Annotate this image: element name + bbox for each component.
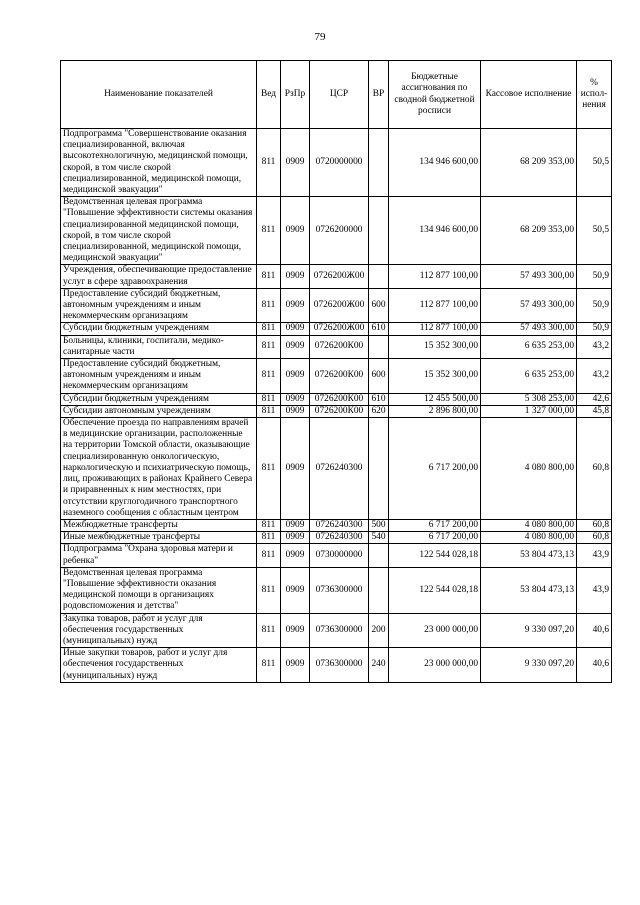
cell-csr: 0736300000 [310,613,369,648]
cell-ved: 811 [257,265,281,288]
cell-budget: 6 717 200,00 [389,532,481,544]
cell-name: Подпрограмма "Совершенствование оказания специализированной, включая высокотехнологичную, медицинской помощи, скорой, в том числе скорой специализированной, медицинской помощи, медицинской эвакуации" [61,129,257,197]
cell-vr: 500 [369,519,389,531]
cell-rzpr: 0909 [281,323,310,335]
cell-budget: 12 455 500,00 [389,393,481,405]
cell-percent: 50,9 [577,288,612,323]
cell-rzpr: 0909 [281,613,310,648]
cell-percent: 60,8 [577,418,612,520]
cell-csr: 0726240300 [310,418,369,520]
table-row [61,197,612,265]
cell-budget: 122 544 028,18 [389,544,481,567]
cell-name: Иные межбюджетные трансферты [61,532,257,544]
cell-cash: 6 635 253,00 [481,359,577,394]
table-row [61,532,612,544]
cell-budget: 134 946 600,00 [389,129,481,197]
cell-vr: 200 [369,613,389,648]
cell-rzpr: 0909 [281,393,310,405]
cell-rzpr: 0909 [281,532,310,544]
cell-name: Субсидии автономным учреждениям [61,405,257,417]
cell-ved: 811 [257,393,281,405]
cell-ved: 811 [257,405,281,417]
cell-cash: 9 330 097,20 [481,648,577,683]
cell-rzpr: 0909 [281,129,310,197]
cell-csr: 0726200К00 [310,359,369,394]
cell-csr: 0726240300 [310,532,369,544]
cell-vr: 610 [369,323,389,335]
cell-name: Иные закупки товаров, работ и услуг для обеспечения государственных (муниципальных) нужд [61,648,257,683]
cell-name: Ведомственная целевая программа "Повышение эффективности системы оказания специализированной медицинской помощи, скорой, в том числе скорой специализированной, медицинской помощи, медицинской эвакуации" [61,197,257,265]
cell-cash: 5 308 253,00 [481,393,577,405]
cell-vr: 240 [369,648,389,683]
cell-vr [369,567,389,613]
cell-vr: 620 [369,405,389,417]
header-budget: Бюджетные ассигнования по сводной бюджетной росписи [389,61,481,129]
cell-budget: 23 000 000,00 [389,648,481,683]
cell-cash: 9 330 097,20 [481,613,577,648]
cell-vr [369,265,389,288]
cell-rzpr: 0909 [281,567,310,613]
table-row [61,129,612,197]
cell-vr [369,544,389,567]
header-csr: ЦСР [310,61,369,129]
table-row [61,648,612,683]
cell-budget: 15 352 300,00 [389,359,481,394]
table-row [61,418,612,520]
cell-percent: 45,8 [577,405,612,417]
cell-rzpr: 0909 [281,288,310,323]
cell-percent: 40,6 [577,648,612,683]
cell-csr: 0730000000 [310,544,369,567]
header-name: Наименование показателей [61,61,257,129]
cell-ved: 811 [257,197,281,265]
cell-cash: 53 804 473,13 [481,567,577,613]
cell-percent: 43,2 [577,359,612,394]
cell-cash: 68 209 353,00 [481,129,577,197]
cell-ved: 811 [257,532,281,544]
cell-csr: 0726200Ж00 [310,288,369,323]
cell-ved: 811 [257,129,281,197]
cell-rzpr: 0909 [281,405,310,417]
header-ved: Вед [257,61,281,129]
cell-budget: 23 000 000,00 [389,613,481,648]
cell-rzpr: 0909 [281,359,310,394]
page-number: 79 [314,31,326,43]
cell-cash: 4 080 800,00 [481,519,577,531]
cell-name: Учреждения, обеспечивающие предоставление услуг в сфере здравоохранения [61,265,257,288]
budget-execution-table [60,60,612,683]
cell-percent: 50,9 [577,323,612,335]
cell-vr [369,335,389,358]
cell-name: Ведомственная целевая программа "Повышение эффективности оказания медицинской помощи в организациях родовспоможения и детства" [61,567,257,613]
cell-csr: 0736300000 [310,648,369,683]
cell-cash: 53 804 473,13 [481,544,577,567]
cell-ved: 811 [257,613,281,648]
table-row [61,359,612,394]
cell-vr [369,418,389,520]
cell-percent: 43,9 [577,567,612,613]
cell-csr: 0726200Ж00 [310,323,369,335]
cell-budget: 2 896 800,00 [389,405,481,417]
cell-name: Предоставление субсидий бюджетным, автономным учреждениям и иным некоммерческим организациям [61,359,257,394]
cell-ved: 811 [257,335,281,358]
cell-name: Предоставление субсидий бюджетным, автономным учреждениям и иным некоммерческим организациям [61,288,257,323]
cell-percent: 50,9 [577,265,612,288]
cell-rzpr: 0909 [281,519,310,531]
cell-cash: 57 493 300,00 [481,288,577,323]
cell-ved: 811 [257,648,281,683]
cell-ved: 811 [257,567,281,613]
table-row [61,323,612,335]
cell-vr: 540 [369,532,389,544]
table-body [61,129,612,683]
cell-ved: 811 [257,323,281,335]
cell-name: Подпрограмма "Охрана здоровья матери и ребенка" [61,544,257,567]
cell-vr: 610 [369,393,389,405]
cell-name: Субсидии бюджетным учреждениям [61,323,257,335]
table-row [61,567,612,613]
cell-rzpr: 0909 [281,335,310,358]
cell-vr [369,129,389,197]
table-row [61,613,612,648]
cell-cash: 68 209 353,00 [481,197,577,265]
cell-ved: 811 [257,544,281,567]
header-cash: Кассовое исполнение [481,61,577,129]
cell-rzpr: 0909 [281,418,310,520]
header-rzpr: РзПр [281,61,310,129]
header-percent: % испол-нения [577,61,612,129]
cell-budget: 112 877 100,00 [389,288,481,323]
cell-csr: 0736300000 [310,567,369,613]
table-row [61,335,612,358]
cell-csr: 0726200К00 [310,335,369,358]
cell-percent: 40,6 [577,613,612,648]
cell-ved: 811 [257,418,281,520]
cell-percent: 42,6 [577,393,612,405]
table-row [61,288,612,323]
cell-name: Межбюджетные трансферты [61,519,257,531]
cell-vr: 600 [369,288,389,323]
table-row [61,265,612,288]
cell-budget: 112 877 100,00 [389,323,481,335]
table-row [61,393,612,405]
cell-cash: 4 080 800,00 [481,532,577,544]
table-row [61,405,612,417]
table-row [61,519,612,531]
cell-csr: 0726200К00 [310,405,369,417]
cell-percent: 60,8 [577,519,612,531]
cell-cash: 57 493 300,00 [481,265,577,288]
cell-cash: 4 080 800,00 [481,418,577,520]
cell-csr: 0726200Ж00 [310,265,369,288]
cell-csr: 0720000000 [310,129,369,197]
cell-cash: 6 635 253,00 [481,335,577,358]
cell-percent: 43,2 [577,335,612,358]
table-row [61,544,612,567]
cell-percent: 60,8 [577,532,612,544]
table-header-row [61,61,612,129]
cell-rzpr: 0909 [281,197,310,265]
cell-name: Больницы, клиники, госпитали, медико-санитарные части [61,335,257,358]
cell-ved: 811 [257,519,281,531]
cell-ved: 811 [257,288,281,323]
cell-rzpr: 0909 [281,265,310,288]
cell-percent: 50,5 [577,129,612,197]
cell-budget: 6 717 200,00 [389,418,481,520]
cell-cash: 57 493 300,00 [481,323,577,335]
cell-budget: 112 877 100,00 [389,265,481,288]
cell-name: Субсидии бюджетным учреждениям [61,393,257,405]
cell-budget: 134 946 600,00 [389,197,481,265]
cell-rzpr: 0909 [281,544,310,567]
cell-budget: 6 717 200,00 [389,519,481,531]
cell-csr: 0726200К00 [310,393,369,405]
cell-budget: 15 352 300,00 [389,335,481,358]
cell-csr: 0726240300 [310,519,369,531]
cell-csr: 0726200000 [310,197,369,265]
cell-name: Обеспечение проезда по направлениям врачей в медицинские организации, расположенные на территории Томской области, оказывающие специализированную онкологическую, наркологическую и психиатрическую помощь, лиц, проживающих в районах Крайнего Севера и приравненных к ним местностях, при отсутствии круглогодичного транспортного наземного сообщения с областным центром [61,418,257,520]
cell-vr [369,197,389,265]
cell-percent: 50,5 [577,197,612,265]
header-vr: ВР [369,61,389,129]
cell-budget: 122 544 028,18 [389,567,481,613]
cell-vr: 600 [369,359,389,394]
cell-rzpr: 0909 [281,648,310,683]
cell-ved: 811 [257,359,281,394]
cell-cash: 1 327 000,00 [481,405,577,417]
cell-percent: 43,9 [577,544,612,567]
cell-name: Закупка товаров, работ и услуг для обеспечения государственных (муниципальных) нужд [61,613,257,648]
